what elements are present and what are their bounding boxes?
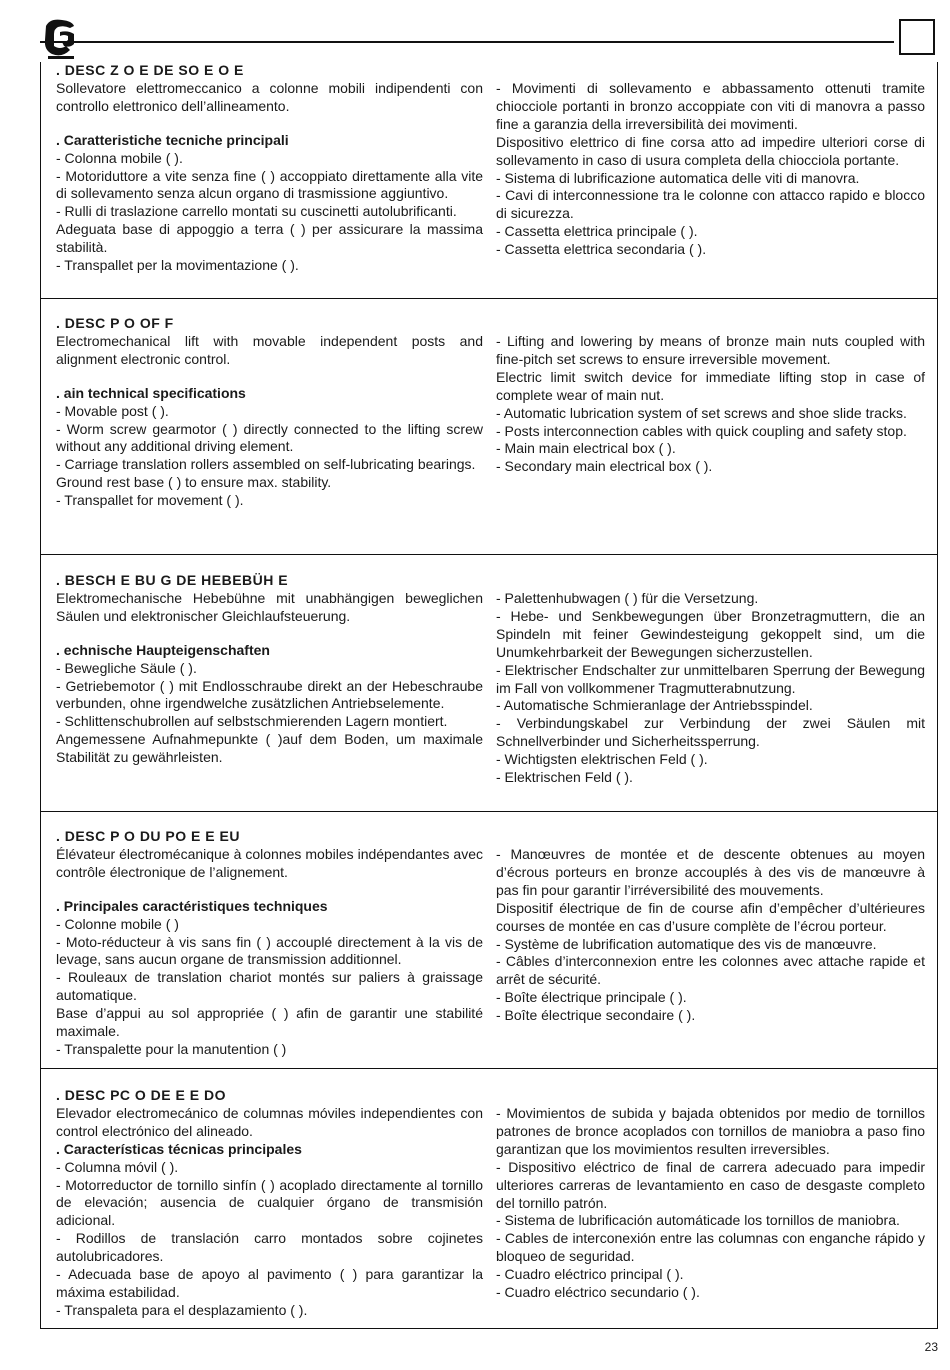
- section-divider: [41, 811, 937, 812]
- brand-logo-icon: [40, 16, 80, 60]
- section-left-column: [56, 62, 483, 275]
- list-item: - Boîte électrique secondaire ( ).: [496, 1007, 696, 1024]
- list-item: - Elektrischer Endschalter zur unmittelbaren Sperrung der Bewegung im Fall von vollkommener Tragmutterabnutzung.: [496, 661, 925, 696]
- content-frame: [40, 62, 938, 1329]
- section-divider: [41, 1068, 937, 1069]
- list-item: - Colonna mobile ( ).: [56, 149, 183, 166]
- list-item: - Wichtigsten elektrischen Feld ( ).: [496, 751, 708, 768]
- section-right-column: [496, 846, 925, 1025]
- list-item: - Hebe- und Senkbewegungen über Bronzetragmuttern, die an Spindeln mit feiner Gewindesteigung gekoppelt sind, um die Unumkehrbarkeit der Bewegungen sicherzustellen.: [496, 607, 925, 660]
- section-left-column: [56, 315, 483, 510]
- list-item: - Boîte électrique principale ( ).: [496, 989, 687, 1006]
- list-item: Electric limit switch device for immediate lifting stop in case of complete wear of main nut.: [496, 368, 925, 403]
- list-item: Base d’appui au sol appropriée ( ) afin de garantir une stabilité maximale.: [56, 1005, 483, 1040]
- list-item: - Main main electrical box ( ).: [496, 440, 676, 457]
- section-right-column: [496, 333, 925, 476]
- header-rule: [40, 41, 894, 43]
- list-item: - Moto-réducteur à vis sans fin ( ) accouplé directement à la vis de levage, sans aucun organe de transmission additionnel.: [56, 933, 483, 968]
- section-subtitle: . ain technical specifications: [56, 384, 246, 401]
- page-number: 23: [924, 1340, 938, 1354]
- section-title: . BESCH E BU G DE HEBEBÜH E: [56, 572, 289, 588]
- list-item: - Transpalette pour la manutention ( ): [56, 1040, 287, 1057]
- section-title: . DESC P O OF F: [56, 315, 174, 331]
- list-item: Dispositivo elettrico di fine corsa atto ad impedire ulteriori corse di sollevamento in caso di usura completa della chiocciola portante.: [496, 133, 925, 168]
- list-item: - Transpallet per la movimentazione ( ).: [56, 257, 299, 274]
- list-item: - Lifting and lowering by means of bronze main nuts coupled with fine-pitch set screws to ensure irreversible movement.: [496, 333, 925, 367]
- list-item: - Transpallet for movement ( ).: [56, 492, 244, 509]
- list-item: - Worm screw gearmotor ( ) directly connected to the lifting screw without any additional driving element.: [56, 420, 483, 455]
- list-item: - Posts interconnection cables with quick coupling and safety stop.: [496, 422, 907, 439]
- section-intro: Elevador electromecánico de columnas móviles independientes con control electrónico del alineado.: [56, 1104, 483, 1139]
- section-left-column: [56, 572, 483, 767]
- list-item: - Movable post ( ).: [56, 402, 169, 419]
- list-item: - Sistema di lubrificazione automatica delle viti di manovra.: [496, 169, 860, 186]
- list-item: - Rodillos de translación carro montados sobre cojinetes autolubricadores.: [56, 1230, 483, 1265]
- section-intro: Sollevatore elettromeccanico a colonne mobili indipendenti con controllo elettronico dell’allineamento.: [56, 79, 483, 114]
- section-subtitle: . Características técnicas principales: [56, 1140, 302, 1157]
- list-item: - Palettenhubwagen ( ) für die Versetzung.: [496, 590, 759, 606]
- section-spanish: [41, 1087, 937, 1327]
- section-intro: Elektromechanische Hebebühne mit unabhängigen beweglichen Säulen und elektronischer Gleichlaufsteuerung.: [56, 589, 483, 624]
- list-item: - Sistema de lubrificación automáticade los tornillos de maniobra.: [496, 1212, 900, 1229]
- list-item: - Verbindungskabel zur Verbindung der zwei Säulen mit Schnellverbinder und Sicherheitssperrung.: [496, 715, 925, 750]
- section-divider: [41, 554, 937, 555]
- section-title: . DESC Z O E DE SO E O E: [56, 62, 244, 78]
- list-item: - Motoriduttore a vite senza fine ( ) accoppiato direttamente alla vite di sollevamento senza alcun organo di trasmissione aggiuntivo.: [56, 167, 483, 202]
- list-item: - Bewegliche Säule ( ).: [56, 659, 197, 676]
- list-item: - Rouleaux de translation chariot montés sur paliers à graissage automatique.: [56, 969, 483, 1004]
- list-item: Ground rest base ( ) to ensure max. stability.: [56, 474, 332, 491]
- section-right-column: [496, 1105, 925, 1302]
- list-item: Dispositif électrique de fin de course afin d’empêcher d’ultérieures courses de montée en cas d’usure complète de l’écrou porteur.: [496, 899, 925, 934]
- list-item: - Adecuada base de apoyo al pavimento ( ) para garantizar la máxima estabilidad.: [56, 1266, 483, 1300]
- section-italian: [41, 62, 937, 298]
- list-item: - Cuadro eléctrico principal ( ).: [496, 1266, 684, 1283]
- list-item: - Dispositivo eléctrico de final de carrera adecuado para impedir ulteriores carreras de levantamiento en caso de desgaste completo del tornillo patrón.: [496, 1158, 925, 1211]
- list-item: - Cassetta elettrica principale ( ).: [496, 223, 698, 240]
- section-intro: Electromechanical lift with movable independent posts and alignment electronic control.: [56, 332, 483, 367]
- section-english: [41, 315, 937, 555]
- list-item: - Colonne mobile ( ): [56, 915, 179, 932]
- list-item: - Automatische Schmieranlage der Antriebsspindel.: [496, 697, 813, 714]
- list-item: - Transpaleta para el desplazamiento ( ).: [56, 1301, 308, 1318]
- section-subtitle: . Caratteristiche tecniche principali: [56, 131, 289, 148]
- corner-box: [899, 19, 935, 55]
- list-item: - Elektrischen Feld ( ).: [496, 769, 633, 786]
- section-divider: [41, 298, 937, 299]
- list-item: - Schlittenschubrollen auf selbstschmierenden Lagern montiert.: [56, 713, 448, 730]
- list-item: - Cavi di interconnessione tra le colonne con attacco rapido e blocco di sicurezza.: [496, 187, 925, 222]
- list-item: - Carriage translation rollers assembled on self-lubricating bearings.: [56, 456, 476, 473]
- list-item: Adeguata base di appoggio a terra ( ) per assicurare la massima stabilità.: [56, 221, 483, 256]
- list-item: - Cassetta elettrica secondaria ( ).: [496, 241, 707, 258]
- section-subtitle: . echnische Haupteigenschaften: [56, 641, 270, 658]
- section-left-column: [56, 1087, 483, 1320]
- list-item: - Motorreductor de tornillo sinfín ( ) acoplado directamente al tornillo de elevación; ausencia de cualquier órgano de transmisión adicional.: [56, 1176, 483, 1229]
- section-title: . DESC P O DU PO E E EU: [56, 828, 240, 844]
- list-item: - Cuadro eléctrico secundario ( ).: [496, 1284, 700, 1301]
- list-item: Angemessene Aufnahmepunkte ( )auf dem Boden, um maximale Stabilität zu gewährleisten.: [56, 731, 483, 766]
- section-german: [41, 572, 937, 812]
- section-right-column: [496, 80, 925, 259]
- list-item: - Columna móvil ( ).: [56, 1158, 179, 1175]
- list-item: - Manœuvres de montée et de descente obtenues au moyen d’écrous porteurs en bronze accouplés à des vis de manœuvre à pas fin pour garantir l’irréversibilité des mouvements.: [496, 846, 925, 898]
- list-item: - Système de lubrification automatique des vis de manœuvre.: [496, 935, 877, 952]
- list-item: - Câbles d’interconnexion entre les colonnes avec attache rapide et arrêt de sécurité.: [496, 953, 925, 988]
- list-item: - Movimientos de subida y bajada obtenidos por medio de tornillos patrones de bronce acoplados con tornillos de maniobra a paso fino garantizan que los movimientos resulten irreversibles.: [496, 1105, 925, 1157]
- list-item: - Automatic lubrication system of set screws and shoe slide tracks.: [496, 404, 907, 421]
- list-item: - Getriebemotor ( ) mit Endlosschraube direkt an der Hebeschraube verbunden, ohne irgendwelche zusätzlichen Antriebselemente.: [56, 677, 483, 712]
- list-item: - Secondary main electrical box ( ).: [496, 458, 713, 475]
- section-right-column: [496, 590, 925, 787]
- section-title: . DESC PC O DE E E DO: [56, 1087, 226, 1103]
- list-item: - Movimenti di sollevamento e abbassamento ottenuti tramite chiocciole portanti in bronzo accoppiate con viti di manovra a passo fine a garanzia della irreversibilità dei movimenti.: [496, 80, 925, 132]
- section-subtitle: . Principales caractéristiques techniques: [56, 897, 328, 914]
- section-left-column: [56, 828, 483, 1059]
- section-intro: Élévateur électromécanique à colonnes mobiles indépendantes avec contrôle électronique de l’alignement.: [56, 845, 483, 880]
- section-french: [41, 828, 937, 1068]
- list-item: - Rulli di traslazione carrello montati su cuscinetti autolubrificanti.: [56, 203, 457, 220]
- list-item: - Cables de interconexión entre las columnas con enganche rápido y bloqueo de seguridad.: [496, 1230, 925, 1265]
